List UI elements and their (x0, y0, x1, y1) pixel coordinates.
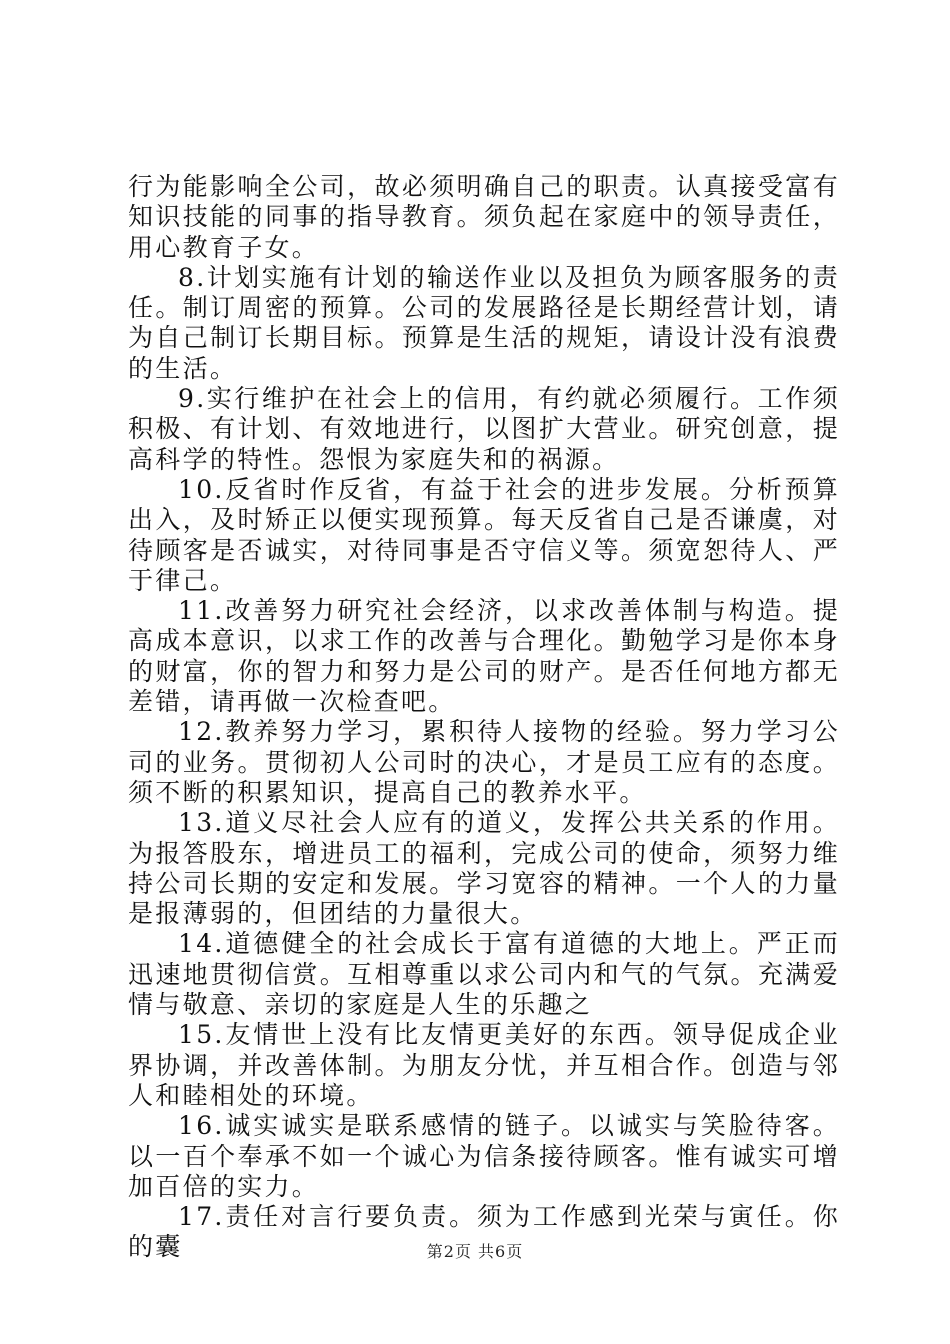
paragraph-item-10: 10.反省时作反省，有益于社会的进步发展。分析预算出入，及时矫正以便实现预算。每天反省自己是否谦虞，对待顾客是否诚实，对待同事是否守信义等。须宽恕待人、严于律己。 (128, 474, 840, 595)
paragraph-item-9: 9.实行维护在社会上的信用，有约就必须履行。工作须积极、有计划、有效地进行，以图扩大营业。研究创意，提高科学的特性。怨恨为家庭失和的祸源。 (128, 384, 840, 474)
paragraph-item-15: 15.友情世上没有比友情更美好的东西。领导促成企业界协调，并改善体制。为朋友分忧，并互相合作。创造与邻人和睦相处的环境。 (128, 1020, 840, 1110)
paragraph-item-17: 17.责任对言行要负责。须为工作感到光荣与寅任。你的囊 (128, 1202, 840, 1262)
paragraph-item-13: 13.道义尽社会人应有的道义，发挥公共关系的作用。为报答股东，增进员工的福利，完成公司的使命，须努力维持公司长期的安定和发展。学习宽容的精神。一个人的力量是报薄弱的，但团结的力量很大。 (128, 808, 840, 929)
page-footer: 第2页 共6页 (426, 1242, 524, 1261)
paragraph-item-8: 8.计划实施有计划的输送作业以及担负为顾客服务的责任。制订周密的预算。公司的发展路径是长期经营计划，请为自己制订长期目标。预算是生活的规矩，请设计没有浪费的生活。 (128, 262, 840, 383)
paragraph-item-16: 16.诚实诚实是联系感情的链子。以诚实与笑脸待客。以一百个奉承不如一个诚心为信条接待顾客。惟有诚实可增加百倍的实力。 (128, 1111, 840, 1201)
page-body (128, 172, 840, 1263)
paragraph-item-11: 11.改善努力研究社会经济，以求改善体制与构造。提高成本意识，以求工作的改善与合理化。勤勉学习是你本身的财富，你的智力和努力是公司的财产。是否任何地方都无差错，请再做一次检查吧。 (128, 596, 840, 717)
paragraph-item-12: 12.教养努力学习，累积待人接物的经验。努力学习公司的业务。贯彻初人公司时的决心，才是员工应有的态度。须不断的积累知识，提高自己的教养水平。 (128, 717, 840, 807)
paragraph-item-14: 14.道德健全的社会成长于富有道德的大地上。严正而迅速地贯彻信赏。互相尊重以求公司内和气的气氛。充满爱情与敬意、亲切的家庭是人生的乐趣之 (128, 929, 840, 1020)
paragraph-continued: 行为能影响全公司，故必须明确自己的职责。认真接受富有知识技能的同事的指导教育。须负起在家庭中的领导责任，用心教育子女。 (128, 172, 840, 262)
